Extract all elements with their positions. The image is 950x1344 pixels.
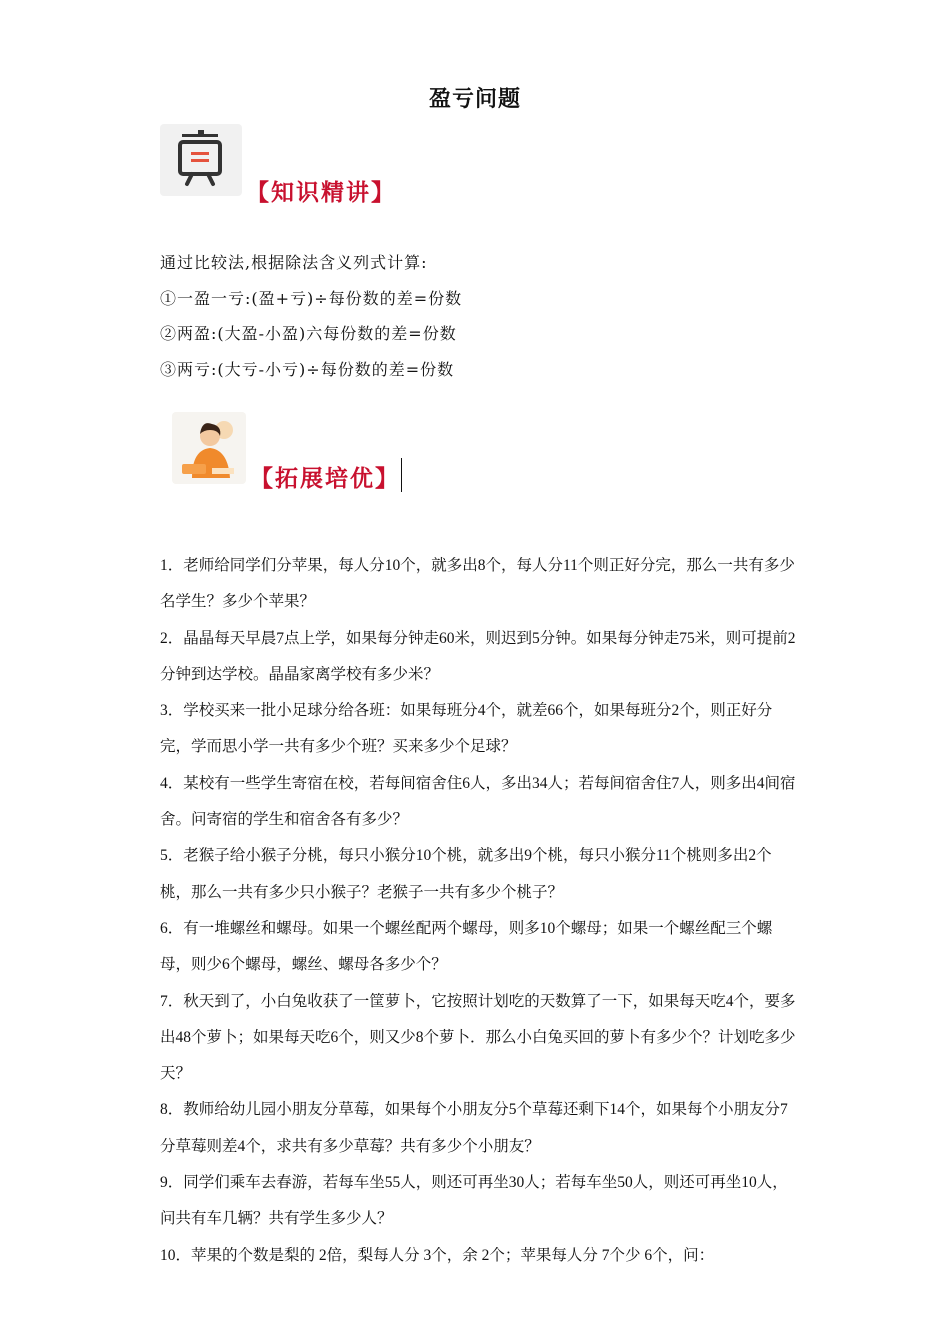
- problem-item: 5．老猴子给小猴子分桃，每只小猴分10个桃，就多出9个桃，每只小猴分11个桃则多出2个桃，那么一共有多少只小猴子？老猴子一共有多少个桃子？: [160, 847, 772, 901]
- problem-item: 7．秋天到了，小白兔收获了一筐萝卜，它按照计划吃的天数算了一下，如果每天吃4个，要多出48个萝卜；如果每天吃6个，则又少8个萝卜．那么小白兔买回的萝卜有多少个？计划吃多少天？: [160, 992, 796, 1083]
- presentation-board-icon: [160, 124, 242, 196]
- problem-item: 1．老师给同学们分苹果，每人分10个，就多出8个，每人分11个则正好分完，那么一共有多少名学生？多少个苹果？: [160, 557, 795, 611]
- page-title: 盈亏问题: [428, 87, 521, 112]
- rule-item: ①一盈一亏:(盈+亏)÷每份数的差=份数: [160, 289, 463, 308]
- knowledge-intro: 通过比较法,根据除法含义列式计算:: [160, 253, 428, 272]
- teacher-avatar-icon: [172, 412, 246, 484]
- extension-banner: 【拓展培优】: [250, 466, 400, 492]
- problem-item: 10．苹果的个数是梨的 2倍，梨每人分 3个，余 2个；苹果每人分 7个少 6个，问：: [160, 1246, 715, 1264]
- text-cursor: [401, 458, 402, 492]
- problem-item: 8．教师给幼儿园小朋友分草莓，如果每个小朋友分5个草莓还剩下14个，如果每个小朋友分7分草莓则差4个，求共有多少草莓？共有多少个小朋友？: [160, 1101, 788, 1155]
- problem-item: 2．晶晶每天早晨7点上学，如果每分钟走60米，则迟到5分钟。如果每分钟走75米，则可提前2分钟到达学校。晶晶家离学校有多少米？: [160, 629, 796, 683]
- problem-item: 3．学校买来一批小足球分给各班：如果每班分4个，就差66个，如果每班分2个，则正好分完，学而思小学一共有多少个班？买来多少个足球？: [160, 702, 773, 756]
- knowledge-banner: 【知识精讲】: [246, 180, 396, 206]
- problem-item: 9．同学们乘车去春游，若每车坐55人，则还可再坐30人；若每车坐50人，则还可再坐10人，问共有车几辆？共有学生多少人？: [160, 1174, 788, 1228]
- problem-list: [160, 548, 800, 1274]
- rule-item: ③两亏:(大亏-小亏)÷每份数的差=份数: [160, 360, 455, 379]
- problem-item: 6．有一堆螺丝和螺母。如果一个螺丝配两个螺母，则多10个螺母；如果一个螺丝配三个螺母，则少6个螺母，螺丝、螺母各多少个？: [160, 919, 773, 974]
- rule-item: ②两盈:(大盈-小盈)六每份数的差=份数: [160, 324, 457, 343]
- problem-item: 4．某校有一些学生寄宿在校，若每间宿舍住6人，多出34人；若每间宿舍住7人，则多出4间宿舍。问寄宿的学生和宿舍各有多少？: [160, 774, 796, 829]
